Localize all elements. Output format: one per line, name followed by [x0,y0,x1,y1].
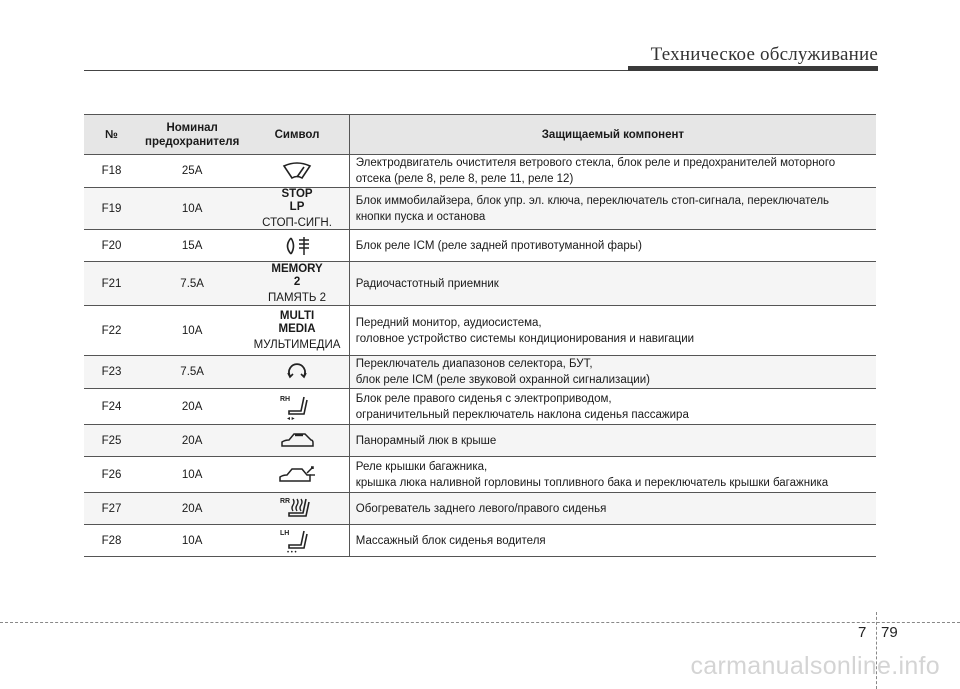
trunk-fuel-lid-icon [277,469,317,481]
fuse-rating: 20A [139,425,245,457]
symbol-caption: СТОП-СИГН. [262,217,332,229]
fuse-symbol [245,262,349,306]
fuse-number: F28 [84,525,139,557]
fuse-number: F26 [84,457,139,493]
component-line1: Реле крышки багажника, [355,460,488,473]
footer-divider [0,622,960,623]
fuse-number: F25 [84,425,139,457]
symbol-code-line2: MEDIA [278,323,316,335]
component-line1: Обогреватель заднего левого/правого сиденья [355,502,607,515]
fuse-number: F23 [84,356,139,389]
protected-component [349,262,876,306]
component-line2: кнопки пуска и останова [355,210,486,223]
header-symbol: Символ [245,115,349,155]
component-line1: Радиочастотный приемник [355,277,499,290]
table-row [84,230,876,262]
protected-component [349,493,876,525]
fuse-symbol [245,425,349,457]
panoramic-sunroof-icon [279,435,315,447]
fuse-rating: 10A [139,306,245,356]
header-no: № [84,115,139,155]
header-rating-line2: предохранителя [145,135,240,148]
fuse-table-body [84,155,876,557]
component-line1: Блок реле правого сиденья с электроприводом, [355,392,612,405]
protected-component [349,155,876,188]
component-line1: Блок иммобилайзера, блок упр. эл. ключа, переключатель стоп-сигнала, переключатель [355,194,830,207]
protected-component [349,188,876,230]
component-line2: ограничительный переключатель наклона сиденья пассажира [355,408,689,421]
symbol-code-line1: MEMORY [271,263,323,275]
fuse-symbol [245,306,349,356]
fuse-symbol [245,457,349,493]
component-line1: Переключатель диапазонов селектора, БУТ, [355,358,593,370]
svg-text:LH: LH [280,529,290,537]
fuse-number: F24 [84,389,139,425]
header-rating-line1: Номинал [166,121,218,134]
protected-component [349,306,876,356]
fuse-rating: 10A [139,525,245,557]
fuse-rating: 25A [139,155,245,188]
header-rating [139,115,245,155]
component-line2: отсека (реле 8, реле 8, реле 11, реле 12) [355,173,574,185]
fuse-symbol [245,188,349,230]
fuse-symbol [245,525,349,557]
table-row [84,306,876,356]
component-line1: Панорамный люк в крыше [355,434,497,447]
wiper-icon [280,165,314,177]
rear-fog-lamp-icon [282,240,312,252]
svg-text:• • •: • • • [287,549,297,555]
watermark: carmanualsonline.info [690,652,940,680]
protected-component [349,356,876,389]
fuse-number: F19 [84,188,139,230]
fuse-rating: 20A [139,493,245,525]
table-row [84,457,876,493]
page-header-title: Техническое обслуживание [650,44,878,65]
lh-seat-massage-icon [278,529,316,555]
table-row [84,188,876,230]
protected-component [349,230,876,262]
symbol-code-line2: LP [289,201,305,213]
symbol-caption: МУЛЬТИМЕДИА [253,339,341,351]
page-number: 79 [881,624,898,641]
component-line1: Блок реле ICM (реле задней противотуманной фары) [355,239,642,252]
component-line2: головное устройство системы кондиционирования и навигации [355,332,695,345]
symbol-code-line1: STOP [281,188,313,200]
fuse-number: F27 [84,493,139,525]
fuse-number: F18 [84,155,139,188]
fuse-symbol [245,493,349,525]
table-row [84,493,876,525]
symbol-code-line2: 2 [293,276,301,288]
fuse-number: F22 [84,306,139,356]
fuse-rating: 20A [139,389,245,425]
symbol-caption: ПАМЯТЬ 2 [268,292,327,304]
fuse-table [84,114,876,557]
svg-text:RH: RH [280,395,291,403]
fuse-symbol [245,356,349,389]
fuse-rating: 10A [139,457,245,493]
fuse-rating: 7.5A [139,356,245,389]
fuse-number: F20 [84,230,139,262]
protected-component [349,457,876,493]
protected-component [349,425,876,457]
table-row [84,262,876,306]
component-line2: блок реле ICM (реле звуковой охранной сигнализации) [355,374,650,386]
rr-seat-heater-icon [278,497,316,515]
svg-text:RR: RR [280,497,291,505]
shift-range-icon [284,366,310,378]
header-accent-bar [628,66,878,71]
table-row [84,525,876,557]
fuse-symbol [245,155,349,188]
table-row [84,356,876,389]
component-line1: Электродвигатель очистителя ветрового стекла, блок реле и предохранителей моторного [355,157,836,169]
protected-component [349,525,876,557]
fuse-rating: 15A [139,230,245,262]
svg-text:◂ ▸: ◂ ▸ [287,415,295,421]
symbol-code-line1: MULTI [279,310,315,322]
header-component: Защищаемый компонент [349,115,876,155]
table-header-row [84,115,876,155]
table-row [84,389,876,425]
fuse-symbol [245,389,349,425]
fuse-rating: 10A [139,188,245,230]
table-row [84,155,876,188]
fuse-number: F21 [84,262,139,306]
component-line1: Массажный блок сиденья водителя [355,534,546,547]
table-row [84,425,876,457]
component-line1: Передний монитор, аудиосистема, [355,316,542,329]
section-number: 7 [858,624,867,641]
fuse-rating: 7.5A [139,262,245,306]
rh-power-seat-icon [278,395,316,421]
protected-component [349,389,876,425]
component-line2: крышка люка наливной горловины топливного бака и переключатель крышки багажника [355,476,829,489]
fuse-symbol [245,230,349,262]
